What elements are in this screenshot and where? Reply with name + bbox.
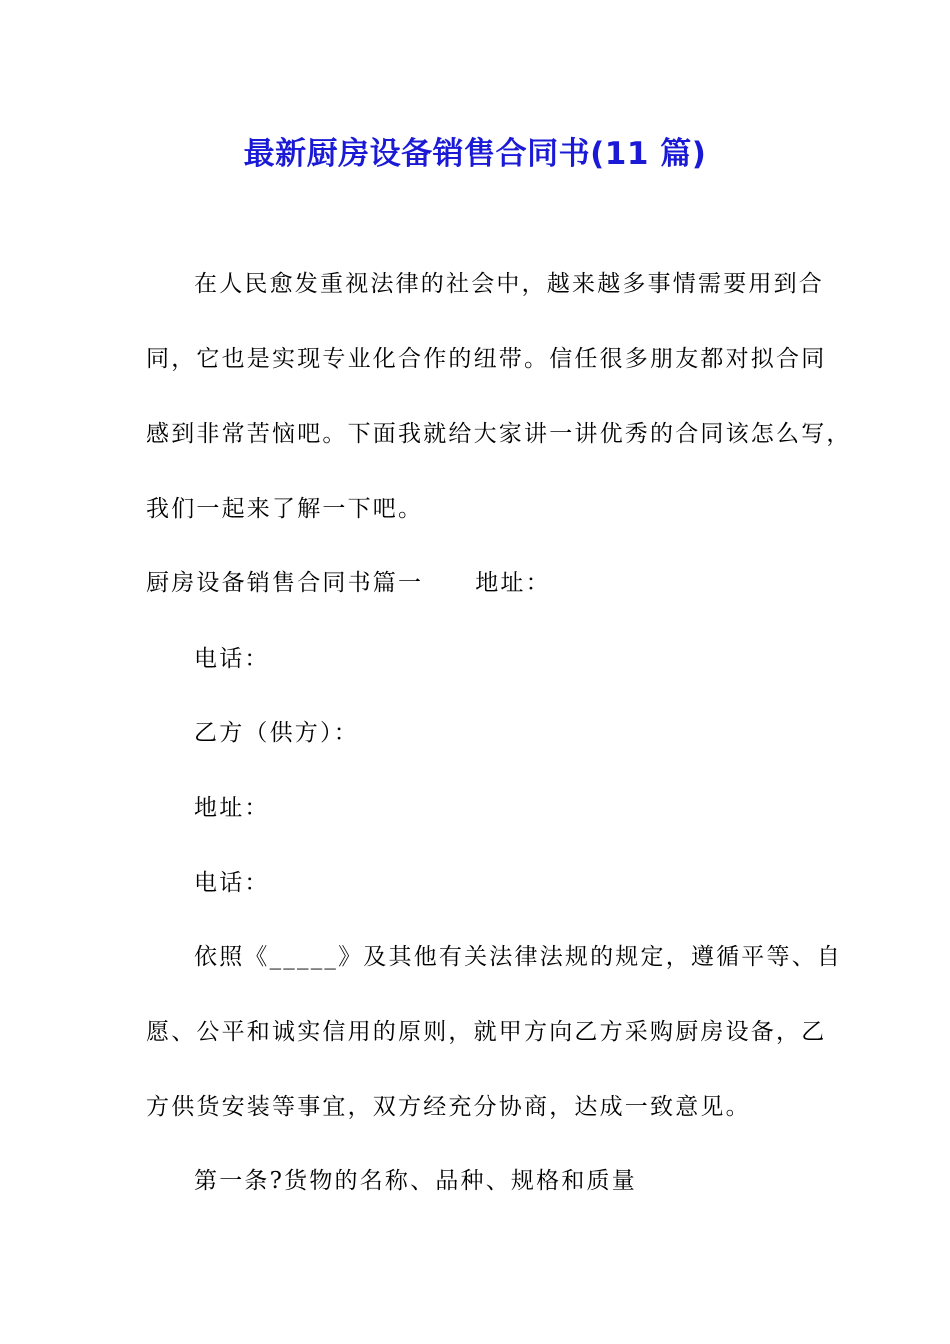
intro-line-4: 我们一起来了解一下吧。	[146, 496, 424, 522]
body-line-2: 愿、公平和诚实信用的原则，就甲方向乙方采购厨房设备，乙	[146, 1019, 827, 1045]
body-line-1: 依照《_____》及其他有关法律法规的规定，遵循平等、自	[194, 944, 843, 970]
address-field-label: 地址：	[475, 570, 551, 596]
document-title: 最新厨房设备销售合同书(11 篇)	[243, 136, 707, 172]
phone-field-label: 电话：	[194, 646, 270, 672]
party-b-address-field-label: 地址：	[194, 795, 270, 821]
party-b-phone-field-label: 电话：	[194, 870, 270, 896]
section-heading: 厨房设备销售合同书篇一	[146, 570, 424, 596]
body-line-3: 方供货安装等事宜，双方经充分协商，达成一致意见。	[146, 1094, 751, 1120]
intro-line-1: 在人民愈发重视法律的社会中，越来越多事情需要用到合	[194, 271, 824, 297]
intro-line-3: 感到非常苦恼吧。下面我就给大家讲一讲优秀的合同该怎么写，	[146, 421, 852, 447]
intro-line-2: 同，它也是实现专业化合作的纽带。信任很多朋友都对拟合同	[146, 346, 827, 372]
party-b-field-label: 乙方（供方）：	[194, 720, 359, 746]
section-heading-line	[146, 567, 551, 599]
article-heading: 第一条?货物的名称、品种、规格和质量	[194, 1168, 637, 1194]
